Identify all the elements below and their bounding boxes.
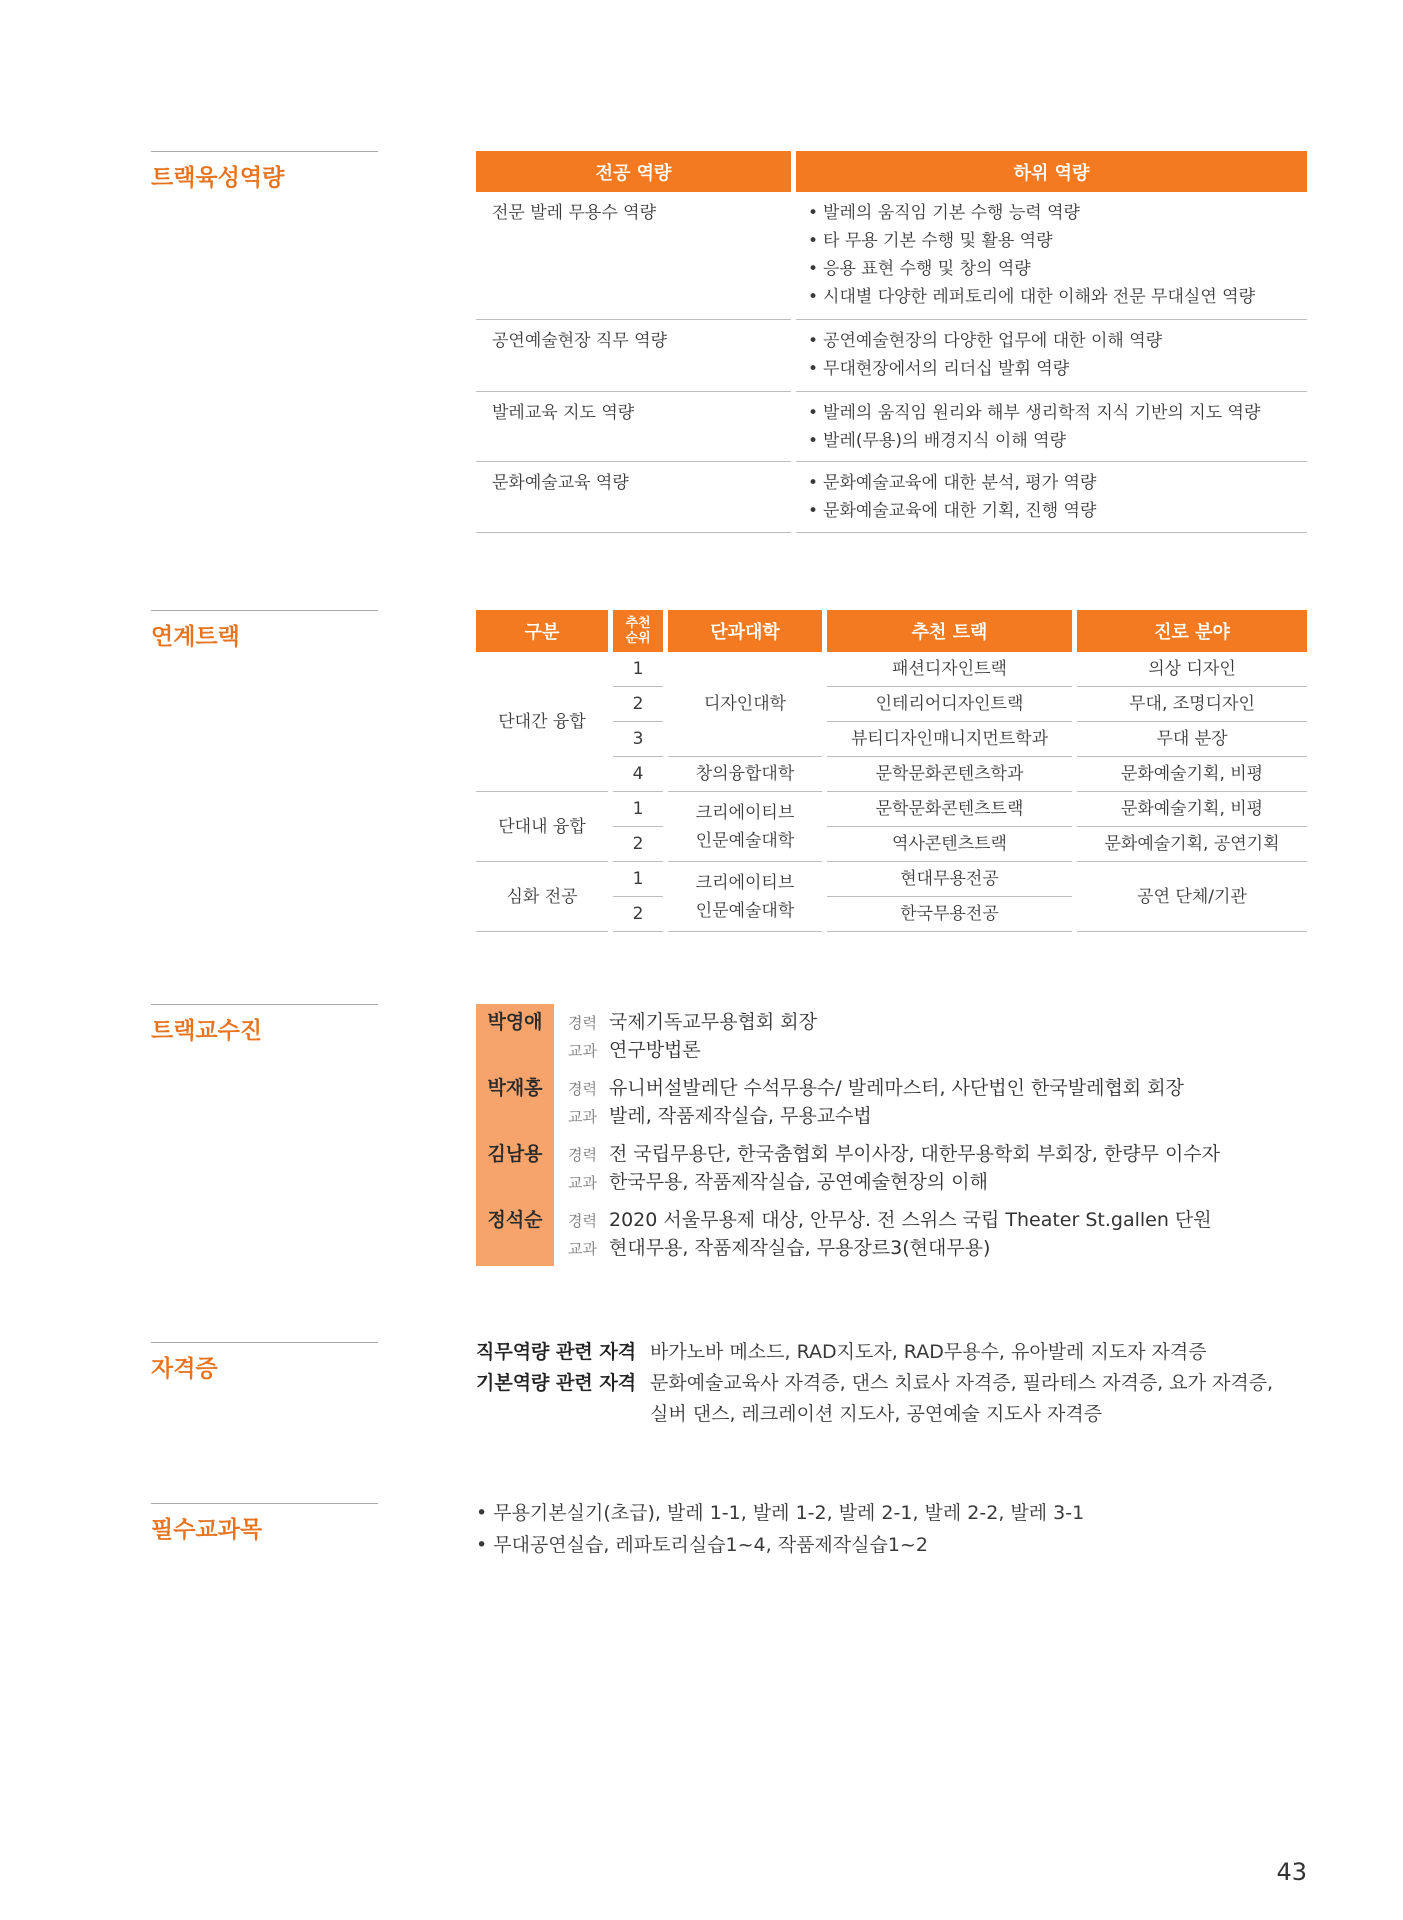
college-name: 디자인대학 — [703, 694, 787, 714]
sub-competency-item: • 발레의 움직임 원리와 해부 생리학적 지식 기반의 지도 역량 — [808, 399, 1307, 427]
college-name-line: 인문예술대학 — [695, 830, 795, 851]
header-career: 진로 분야 — [1077, 610, 1307, 652]
career-label: 경력 — [568, 1212, 597, 1230]
faculty-member — [476, 1206, 1307, 1262]
rank-cell: 2 — [613, 897, 663, 932]
basic-certificates-text: 실버 댄스, 레크레이션 지도사, 공연예술 지도사 자격증 — [650, 1403, 1103, 1425]
rank-cell: 1 — [613, 862, 663, 897]
basic-certificates-label: 기본역량 관련 자격 — [476, 1372, 637, 1394]
sub-competency-cell — [796, 392, 1307, 462]
required-course-item: • 무대공연실습, 레파토리실습1~4, 작품제작실습1~2 — [476, 1529, 1307, 1561]
career-cell: 무대, 조명디자인 — [1077, 687, 1307, 722]
faculty-course-line — [568, 1036, 701, 1064]
header-rank-line: 추천 — [625, 616, 651, 631]
rank-cell: 1 — [613, 652, 663, 687]
sub-competency-cell — [796, 192, 1307, 320]
career-cell: 의상 디자인 — [1077, 652, 1307, 687]
basic-certificates-text: 문화예술교육사 자격증, 댄스 치료사 자격증, 필라테스 자격증, 요가 자격증, — [650, 1372, 1274, 1394]
sub-competency-item: • 타 무용 기본 수행 및 활용 역량 — [808, 227, 1307, 255]
faculty-course-line — [568, 1168, 988, 1196]
college-name: 창의융합대학 — [695, 764, 795, 784]
sub-competency-cell — [796, 462, 1307, 533]
job-certificates-text: 바가노바 메소드, RAD지도자, RAD무용수, 유아발레 지도자 자격증 — [650, 1341, 1207, 1363]
sub-competency-item: • 문화예술교육에 대한 기획, 진행 역량 — [808, 497, 1307, 525]
faculty-course-line — [568, 1234, 990, 1262]
major-competency-cell: 문화예술교육 역량 — [476, 462, 791, 533]
track-cell: 뷰티디자인매니지먼트학과 — [827, 722, 1072, 757]
job-certificates-row — [476, 1337, 1307, 1368]
major-competency-cell: 전문 발레 무용수 역량 — [476, 192, 791, 320]
faculty-career-line — [568, 1074, 1184, 1102]
career-cell: 무대 분장 — [1077, 722, 1307, 757]
section-label-certificates: 자격증 — [151, 1342, 378, 1383]
career-label: 경력 — [568, 1146, 597, 1164]
course-text: 한국무용, 작품제작실습, 공연예술현장의 이해 — [609, 1171, 988, 1193]
major-competency-cell: 발레교육 지도 역량 — [476, 392, 791, 462]
track-cell: 한국무용전공 — [827, 897, 1072, 932]
career-text: 국제기독교무용협회 회장 — [609, 1011, 817, 1033]
basic-certificates-row-continued — [476, 1399, 1307, 1430]
faculty-career-line — [568, 1140, 1220, 1168]
header-major-competency: 전공 역량 — [476, 151, 791, 192]
faculty-career-line — [568, 1206, 1212, 1234]
major-competency-cell: 공연예술현장 직무 역량 — [476, 320, 791, 392]
course-label: 교과 — [568, 1240, 597, 1258]
rank-cell: 2 — [613, 827, 663, 862]
track-cell: 문학문화콘텐츠학과 — [827, 757, 1072, 792]
career-cell: 문화예술기획, 공연기획 — [1077, 827, 1307, 862]
career-cell: 공연 단체/기관 — [1077, 862, 1307, 932]
section-label-required-courses: 필수교과목 — [151, 1503, 378, 1544]
track-cell: 역사콘텐츠트랙 — [827, 827, 1072, 862]
track-cell: 인테리어디자인트랙 — [827, 687, 1072, 722]
rank-cell: 3 — [613, 722, 663, 757]
sub-competency-item: • 문화예술교육에 대한 분석, 평가 역량 — [808, 469, 1307, 497]
track-cell: 문학문화콘텐츠트랙 — [827, 792, 1072, 827]
faculty-member — [476, 1074, 1307, 1130]
track-cell: 패션디자인트랙 — [827, 652, 1072, 687]
course-label: 교과 — [568, 1108, 597, 1126]
faculty-member — [476, 1008, 1307, 1064]
competency-table — [476, 151, 1307, 533]
course-text: 현대무용, 작품제작실습, 무용장르3(현대무용) — [609, 1237, 991, 1259]
college-cell — [668, 792, 822, 862]
career-text: 2020 서울무용제 대상, 안무상. 전 스위스 국립 Theater St.gallen 단원 — [609, 1209, 1212, 1231]
faculty-name: 김남용 — [487, 1143, 543, 1165]
required-courses-list — [476, 1497, 1307, 1561]
header-sub-competency: 하위 역량 — [796, 151, 1307, 192]
header-rank — [613, 610, 663, 652]
course-text: 발레, 작품제작실습, 무용교수법 — [609, 1105, 872, 1127]
track-cell: 현대무용전공 — [827, 862, 1072, 897]
job-certificates-label: 직무역량 관련 자격 — [476, 1341, 637, 1363]
rank-cell: 2 — [613, 687, 663, 722]
college-name-line: 크리에이티브 — [695, 802, 795, 823]
faculty-course-line — [568, 1102, 872, 1130]
sub-competency-item: • 시대별 다양한 레퍼토리에 대한 이해와 전문 무대실연 역량 — [808, 283, 1307, 311]
page-number: 43 — [1276, 1858, 1307, 1886]
linked-tracks-table — [476, 610, 1307, 932]
course-text: 연구방법론 — [609, 1039, 701, 1061]
basic-certificates-row — [476, 1368, 1307, 1399]
career-text: 유니버설발레단 수석무용수/ 발레마스터, 사단법인 한국발레협회 회장 — [609, 1077, 1184, 1099]
sub-competency-item: • 응용 표현 수행 및 창의 역량 — [808, 255, 1307, 283]
college-cell — [668, 652, 822, 757]
faculty-list — [476, 1004, 1307, 1266]
faculty-member — [476, 1140, 1307, 1196]
category-cell: 심화 전공 — [476, 862, 608, 932]
college-name-line: 크리에이티브 — [695, 872, 795, 893]
career-label: 경력 — [568, 1014, 597, 1032]
header-rank-line: 순위 — [625, 631, 651, 646]
sub-competency-item: • 발레(무용)의 배경지식 이해 역량 — [808, 427, 1307, 455]
college-name-line: 인문예술대학 — [695, 900, 795, 921]
faculty-name: 박재홍 — [487, 1077, 543, 1099]
career-cell: 문화예술기획, 비평 — [1077, 792, 1307, 827]
certificates-block — [476, 1337, 1307, 1430]
header-track: 추천 트랙 — [827, 610, 1072, 652]
required-course-item: • 무용기본실기(초급), 발레 1-1, 발레 1-2, 발레 2-1, 발레 2-2, 발레 3-1 — [476, 1497, 1307, 1529]
header-college: 단과대학 — [668, 610, 822, 652]
section-label-faculty: 트랙교수진 — [151, 1004, 378, 1045]
sub-competency-item: • 무대현장에서의 리더십 발휘 역량 — [808, 355, 1307, 383]
sub-competency-item: • 공연예술현장의 다양한 업무에 대한 이해 역량 — [808, 327, 1307, 355]
sub-competency-cell — [796, 320, 1307, 392]
faculty-career-line — [568, 1008, 817, 1036]
rank-cell: 4 — [613, 757, 663, 792]
category-cell: 단대내 융합 — [476, 792, 608, 862]
college-cell — [668, 862, 822, 932]
career-cell: 문화예술기획, 비평 — [1077, 757, 1307, 792]
sub-competency-item: • 발레의 움직임 기본 수행 능력 역량 — [808, 199, 1307, 227]
career-label: 경력 — [568, 1080, 597, 1098]
section-label-competency: 트랙육성역량 — [151, 151, 378, 192]
category-cell: 단대간 융합 — [476, 652, 608, 792]
college-cell — [668, 757, 822, 792]
course-label: 교과 — [568, 1042, 597, 1060]
faculty-name: 정석순 — [487, 1209, 543, 1231]
faculty-name: 박영애 — [487, 1011, 543, 1033]
header-category: 구분 — [476, 610, 608, 652]
section-label-linked-tracks: 연계트랙 — [151, 610, 378, 651]
course-label: 교과 — [568, 1174, 597, 1192]
rank-cell: 1 — [613, 792, 663, 827]
career-text: 전 국립무용단, 한국춤협회 부이사장, 대한무용학회 부회장, 한량무 이수자 — [609, 1143, 1221, 1165]
